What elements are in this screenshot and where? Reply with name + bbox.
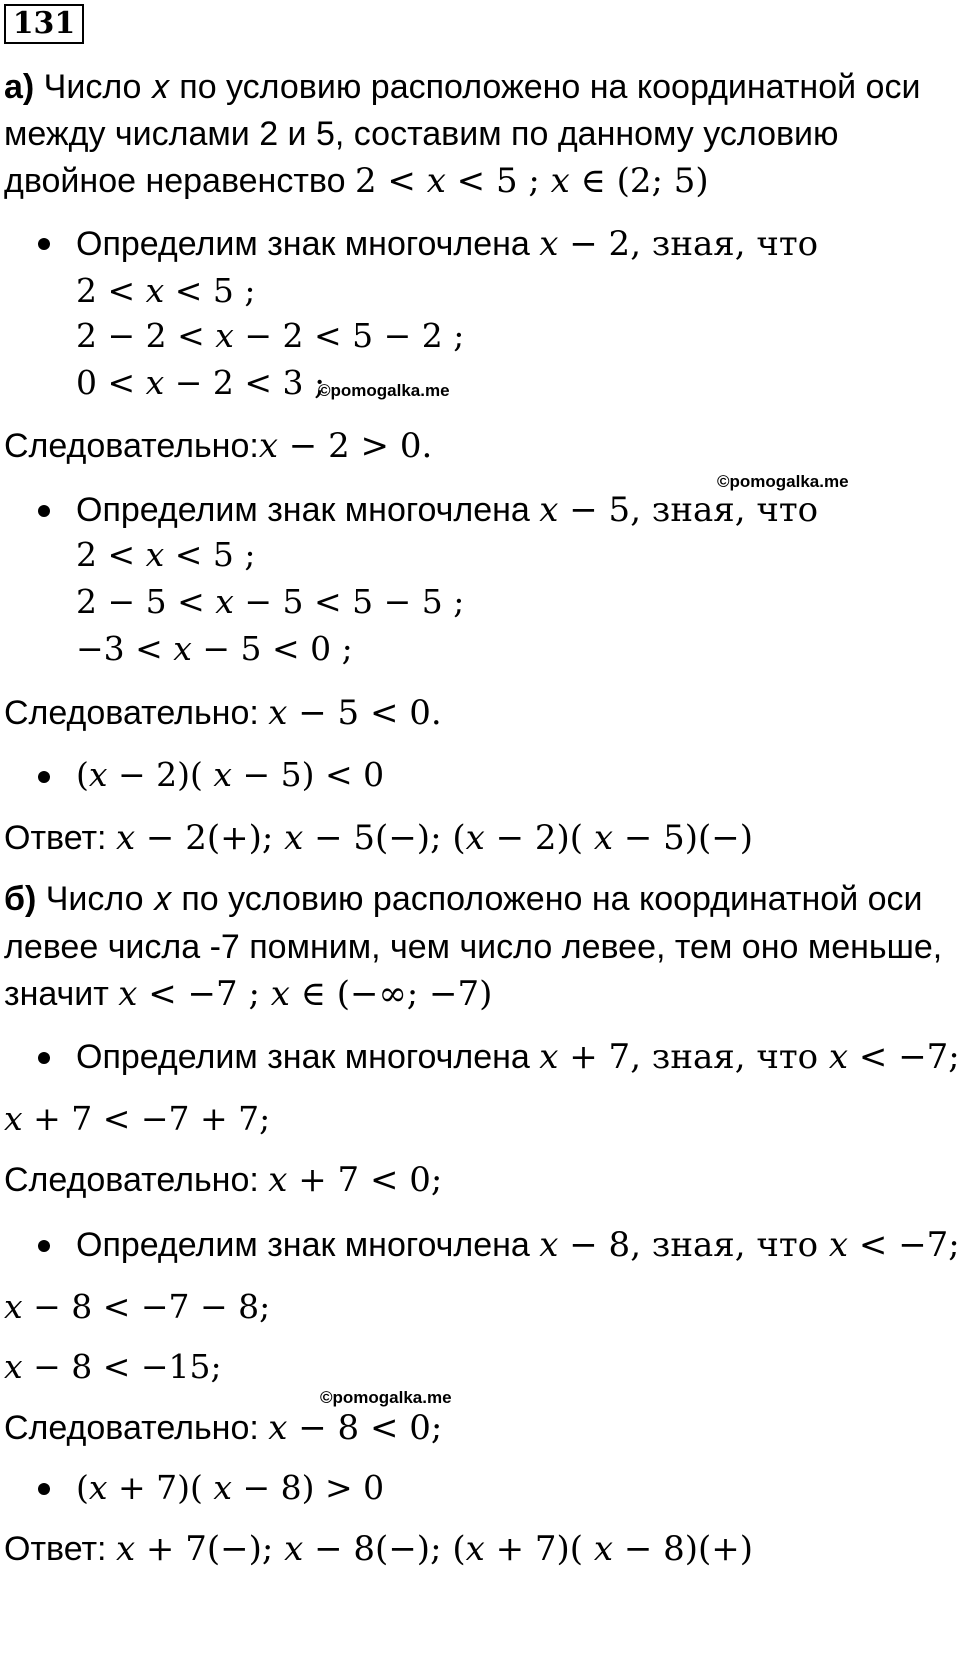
part-b-intro-1: Число 𝑥 по условию расположено на координатной оси: [36, 880, 923, 918]
part-a-b2-line-1: 2 < 𝑥 < 5 ;: [76, 535, 256, 574]
part-b-bullet-3: (𝑥 + 7)( 𝑥 − 8) > 0: [76, 1468, 385, 1507]
part-b-label: б): [4, 880, 37, 918]
part-b-conclusion-2: [4, 1405, 442, 1451]
part-a-conclusion-2-text: Следовательно:: [4, 694, 269, 732]
part-b-bullet-2: [76, 1222, 960, 1268]
part-a-b1-line-2: 2 − 2 < 𝑥 − 2 < 5 − 2 ;: [76, 316, 465, 355]
part-a-b1-line-1: 2 < 𝑥 < 5 ;: [76, 271, 256, 310]
part-a-intro-1: Число 𝑥 по условию расположено на координатной оси: [34, 68, 921, 106]
part-b-bullet-1-math: 𝑥 + 7, зная, что 𝑥 < −7;: [539, 1037, 960, 1077]
part-a-bullet-2-text: Определим знак многочлена: [76, 491, 540, 529]
bullet-icon: [38, 238, 50, 250]
part-a-bullet-1-text: Определим знак многочлена: [76, 225, 540, 263]
part-a-conclusion-2: [4, 690, 442, 736]
part-b-intro-line-1: [4, 876, 923, 922]
part-b-bullet-1: [76, 1034, 960, 1080]
part-b-b2-line-1: 𝑥 − 8 < −7 − 8;: [4, 1287, 271, 1326]
part-b-conclusion-1: [4, 1157, 442, 1203]
part-b-answer-text: Ответ:: [4, 1530, 116, 1568]
watermark-3: ©pomogalka.me: [320, 1388, 452, 1407]
part-b-conclusion-2-text: Следовательно:: [4, 1409, 269, 1447]
part-b-bullet-2-text: Определим знак многочлена: [76, 1226, 540, 1264]
part-a-intro-line-2: между числами 2 и 5, составим по данному условию: [4, 115, 839, 153]
part-a-bullet-1-math: 𝑥 − 2, зная, что: [539, 224, 819, 264]
part-a-answer-math: 𝑥 − 2(+); 𝑥 − 5(−); (𝑥 − 2)( 𝑥 − 5)(−): [115, 818, 754, 858]
part-a-bullet-2: [76, 487, 818, 533]
part-b-conclusion-1-math: 𝑥 + 7 < 0;: [268, 1160, 443, 1200]
part-b-intro-line-3: [4, 971, 492, 1017]
part-b-conclusion-1-text: Следовательно:: [4, 1161, 269, 1199]
part-a-b2-line-2: 2 − 5 < 𝑥 − 5 < 5 − 5 ;: [76, 582, 465, 621]
part-a-b1-line-3: 0 < 𝑥 − 2 < 3 ;: [76, 363, 326, 402]
bullet-icon: [38, 505, 50, 517]
part-a-conclusion-1: [4, 423, 432, 469]
bullet-icon: [38, 1052, 50, 1064]
bullet-icon: [38, 1483, 50, 1495]
part-a-conclusion-1-math: 𝑥 − 2 > 0.: [258, 426, 433, 466]
part-b-bullet-1-text: Определим знак многочлена: [76, 1038, 540, 1076]
part-a-conclusion-2-math: 𝑥 − 5 < 0.: [268, 693, 442, 733]
part-a-bullet-1: [76, 221, 818, 267]
part-a-conclusion-1-text: Следовательно:: [4, 427, 259, 465]
part-b-answer-math: 𝑥 + 7(−); 𝑥 − 8(−); (𝑥 + 7)( 𝑥 − 8)(+): [115, 1529, 754, 1569]
part-b-answer: [4, 1526, 753, 1572]
part-a-intro-line-3: [4, 158, 709, 204]
part-b-intro-3-math: 𝑥 < −7 ; 𝑥 ∈ (−∞; −7): [118, 974, 493, 1014]
part-b-b2-line-2: 𝑥 − 8 < −15;: [4, 1347, 222, 1386]
part-a-bullet-2-math: 𝑥 − 5, зная, что: [539, 490, 819, 530]
part-b-intro-line-2: левее числа -7 помним, чем число левее, тем оно меньше,: [4, 928, 943, 966]
part-b-conclusion-2-math: 𝑥 − 8 < 0;: [268, 1408, 443, 1448]
part-a-intro-3-text: двойное неравенство: [4, 162, 355, 200]
part-a-answer-text: Ответ:: [4, 819, 116, 857]
part-a-answer: [4, 815, 753, 861]
bullet-icon: [38, 1240, 50, 1252]
problem-number: 131: [4, 4, 84, 44]
part-b-intro-3-text: значит: [4, 975, 119, 1013]
part-a-intro-line-1: [4, 64, 920, 110]
part-a-b2-line-3: −3 < 𝑥 − 5 < 0 ;: [76, 629, 353, 668]
part-a-bullet-3: (𝑥 − 2)( 𝑥 − 5) < 0: [76, 755, 385, 794]
part-a-intro-3-math: 2 < 𝑥 < 5 ; 𝑥 ∈ (2; 5): [354, 161, 709, 201]
part-b-b1-line-1: 𝑥 + 7 < −7 + 7;: [4, 1099, 271, 1138]
watermark-2: ©pomogalka.me: [717, 472, 849, 491]
part-a-label: а): [4, 68, 35, 106]
watermark-1: ©pomogalka.me: [318, 381, 450, 400]
bullet-icon: [38, 771, 50, 783]
part-b-bullet-2-math: 𝑥 − 8, зная, что 𝑥 < −7;: [539, 1225, 960, 1265]
